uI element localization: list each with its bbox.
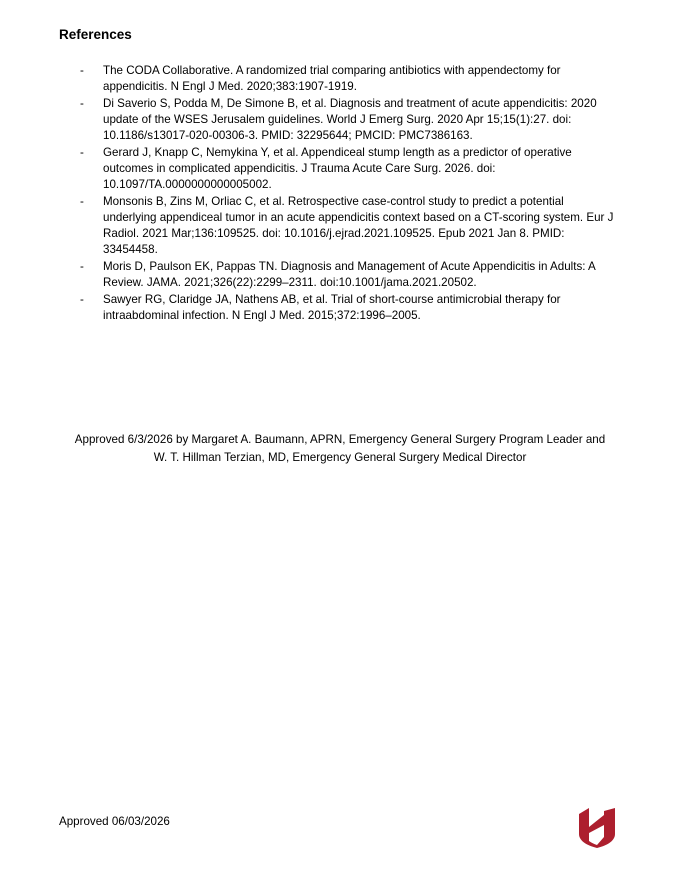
- bullet-dash: -: [80, 293, 84, 307]
- bullet-dash: -: [80, 146, 84, 160]
- bullet-dash: -: [80, 97, 84, 111]
- references-heading: References: [59, 27, 132, 42]
- reference-item-2: [80, 96, 620, 143]
- reference-text: Sawyer RG, Claridge JA, Nathens AB, et al. Trial of short-course antimicrobial therapy for intraabdominal infection. N Engl J Med. 2015;372:1996–2005.: [103, 293, 561, 322]
- bullet-dash: -: [80, 259, 84, 273]
- bullet-dash: -: [80, 195, 84, 209]
- reference-item-4: [80, 194, 620, 257]
- approval-line-1: Approved 6/3/2026 by Margaret A. Baumann, APRN, Emergency General Surgery Program Leader and: [74, 433, 606, 446]
- bullet-dash: -: [80, 64, 84, 77]
- reference-text: Monsonis B, Zins M, Orliac C, et al. Retrospective case-control study to predict a potential underlying appendiceal tumor in an acute appendicitis context based on a CT-scoring system. Eur J Radiol. 2021 Mar;136:109525. doi: 10.1016/j.ejrad.2021.109525. Epub 2021 Jan 8. PMID: 33454458.: [103, 195, 614, 256]
- reference-text: Moris D, Paulson EK, Pappas TN. Diagnosis and Management of Acute Appendicitis in Adults: A Review. JAMA. 2021;326(22):2299–2311. doi:10.1001/jama.2021.20502.: [103, 259, 596, 289]
- footer-approved-date: Approved 06/03/2026: [59, 815, 170, 828]
- reference-text: The CODA Collaborative. A randomized trial comparing antibiotics with appendectomy for appendicitis. N Engl J Med. 2020;383:1907-1919.: [103, 64, 561, 93]
- reference-item-6: [80, 292, 620, 324]
- reference-list: [80, 63, 620, 325]
- reference-text: Gerard J, Knapp C, Nemykina Y, et al. Appendiceal stump length as a predictor of operative outcomes in complicated appendicitis. J Trauma Acute Care Surg. 2026. doi: 10.1097/TA.0000000000005002.: [103, 146, 572, 191]
- nebraska-medicine-n-logo-icon: [577, 807, 617, 849]
- reference-item-5: [80, 259, 620, 291]
- approval-statement: [50, 431, 630, 467]
- reference-text: Di Saverio S, Podda M, De Simone B, et al. Diagnosis and treatment of acute appendicitis: 2020 update of the WSES Jerusalem guidelines. World J Emerg Surg. 2020 Apr 15;15(1):27. doi: 10.1186/s13017-020-00306-3. PMID: 32295644; PMCID: PMC7386163.: [103, 97, 597, 142]
- approval-line-2: W. T. Hillman Terzian, MD, Emergency General Surgery Medical Director: [153, 451, 527, 464]
- reference-item-3: [80, 145, 620, 192]
- reference-item-1: [80, 63, 620, 95]
